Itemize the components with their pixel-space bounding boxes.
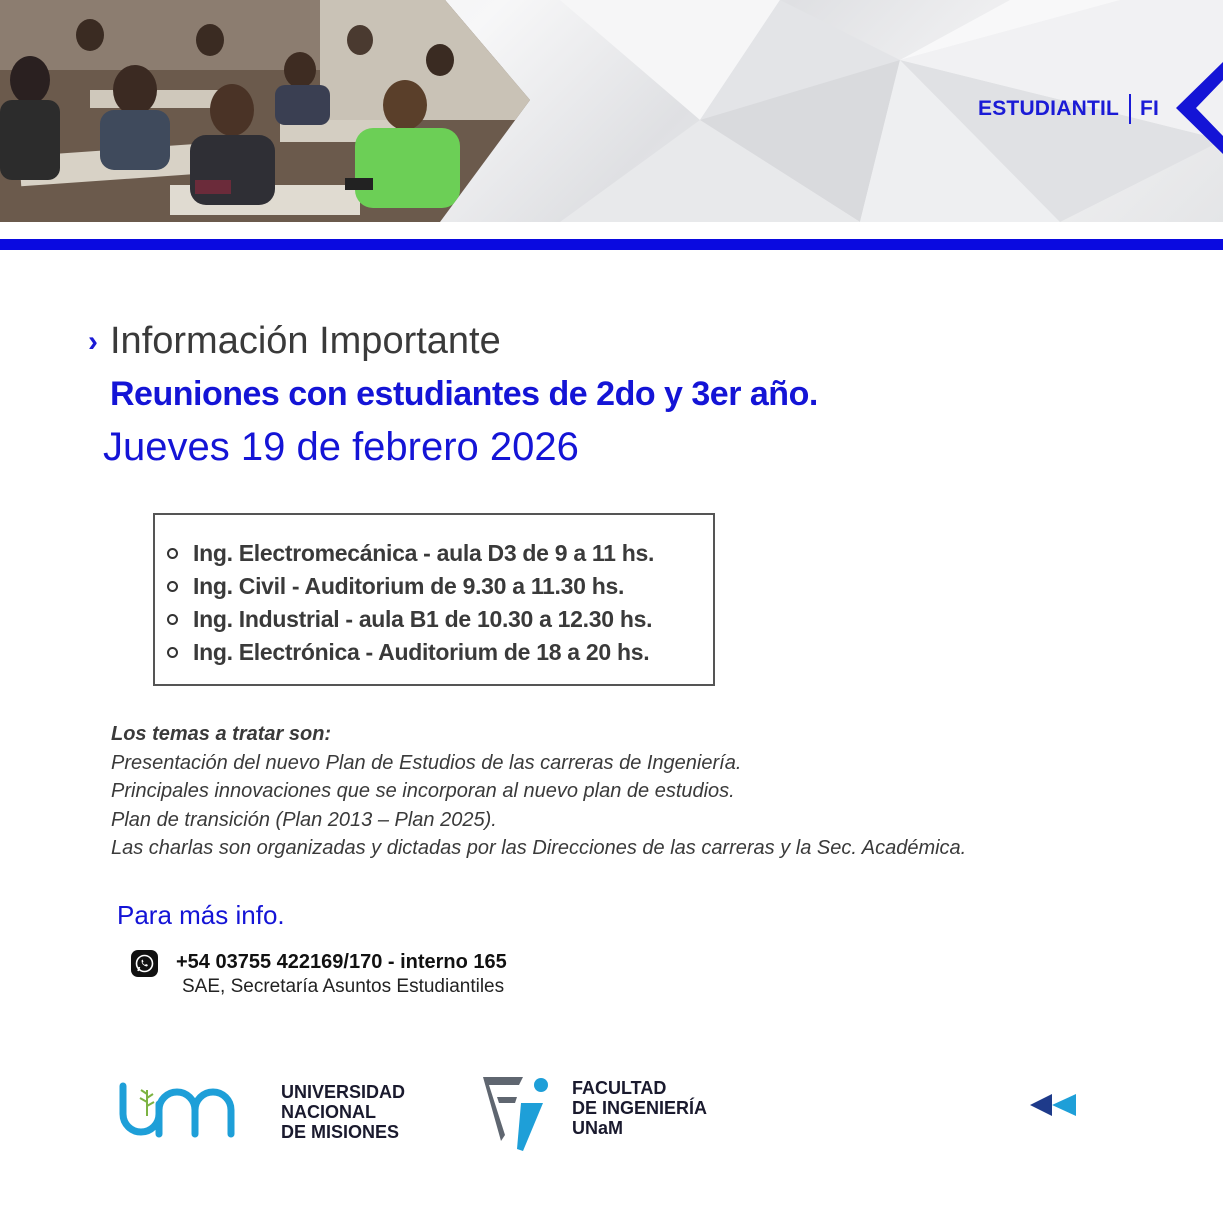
circle-bullet-icon bbox=[167, 548, 178, 559]
faculty-name-line: UNaM bbox=[572, 1118, 624, 1138]
schedule-item bbox=[167, 636, 713, 669]
schedule-item-text: Ing. Electrónica - Auditorium de 18 a 20 hs. bbox=[193, 639, 650, 665]
faculty-name bbox=[572, 1078, 707, 1138]
brand-fi: FI bbox=[1140, 97, 1160, 120]
more-info-heading: Para más info. bbox=[117, 900, 285, 930]
section-title bbox=[88, 320, 501, 363]
rewind-icon bbox=[1030, 1094, 1076, 1116]
phone-number[interactable]: +54 03755 422169/170 - interno 165 bbox=[176, 951, 507, 973]
university-name bbox=[281, 1082, 405, 1142]
whatsapp-icon bbox=[131, 950, 158, 977]
faculty-name-line: FACULTAD bbox=[572, 1078, 667, 1098]
chevron-right-icon: › bbox=[88, 324, 98, 358]
divider-bar bbox=[0, 239, 1223, 250]
circle-bullet-icon bbox=[167, 647, 178, 658]
brand-divider bbox=[1129, 94, 1131, 124]
subtitle: Reuniones con estudiantes de 2do y 3er año. bbox=[110, 375, 818, 413]
topics-block bbox=[111, 720, 966, 863]
circle-bullet-icon bbox=[167, 581, 178, 592]
circle-bullet-icon bbox=[167, 614, 178, 625]
topics-line: Plan de transición (Plan 2013 – Plan 2025). bbox=[111, 808, 497, 831]
chevron-left-icon bbox=[1176, 62, 1223, 154]
university-name-line: UNIVERSIDAD bbox=[281, 1082, 406, 1102]
section-title-text: Información Importante bbox=[110, 320, 501, 362]
event-date: Jueves 19 de febrero 2026 bbox=[103, 425, 579, 469]
schedule-item-text: Ing. Civil - Auditorium de 9.30 a 11.30 hs. bbox=[193, 573, 625, 599]
schedule-item-text: Ing. Electromecánica - aula D3 de 9 a 11 hs. bbox=[193, 540, 655, 566]
topics-heading: Los temas a tratar son: bbox=[111, 723, 332, 745]
students-photo bbox=[0, 0, 530, 222]
office-name: SAE, Secretaría Asuntos Estudiantiles bbox=[182, 976, 505, 997]
topics-line: Presentación del nuevo Plan de Estudios de las carreras de Ingeniería. bbox=[111, 751, 742, 774]
schedule-item-text: Ing. Industrial - aula B1 de 10.30 a 12.30 hs. bbox=[193, 606, 653, 632]
schedule-item bbox=[167, 537, 713, 570]
schedule-item bbox=[167, 603, 713, 636]
faculty-name-line: DE INGENIERÍA bbox=[572, 1098, 708, 1118]
schedule-item bbox=[167, 570, 713, 603]
topics-line: Las charlas son organizadas y dictadas por las Direcciones de las carreras y la Sec. Académica. bbox=[111, 837, 967, 859]
faculty-logo bbox=[483, 1075, 553, 1153]
schedule-box bbox=[153, 513, 715, 686]
brand-estudiantil: ESTUDIANTIL bbox=[978, 97, 1120, 120]
brand-label bbox=[978, 94, 1159, 124]
topics-line: Principales innovaciones que se incorporan al nuevo plan de estudios. bbox=[111, 780, 735, 802]
unam-logo bbox=[117, 1080, 257, 1140]
header-banner bbox=[0, 0, 1223, 222]
university-name-line: DE MISIONES bbox=[281, 1122, 400, 1142]
university-name-line: NACIONAL bbox=[281, 1102, 376, 1122]
